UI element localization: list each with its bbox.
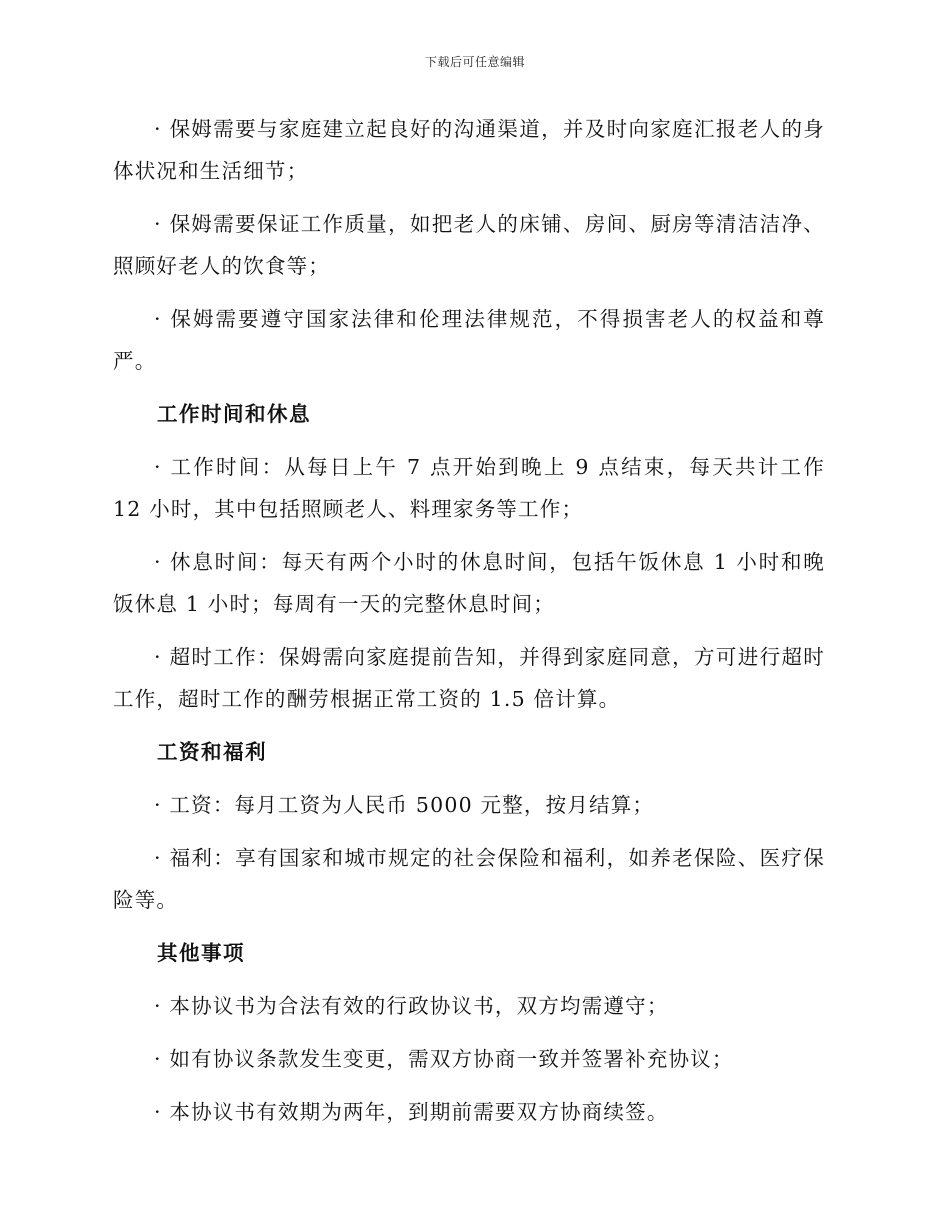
section-heading-other: 其他事项 (157, 941, 245, 965)
paragraph-law-compliance: · 保姆需要遵守国家法律和伦理法律规范，不得损害老人的权益和尊严。 (113, 307, 825, 373)
paragraph-agreement-validity: · 本协议书为合法有效的行政协议书，双方均需遵守； (154, 994, 669, 1018)
paragraph-work-time: · 工作时间：从每日上午 7 点开始到晚上 9 点结束，每天共计工作 12 小时，其中包括照顾老人、料理家务等工作； (113, 455, 825, 521)
paragraph-communication: · 保姆需要与家庭建立起良好的沟通渠道，并及时向家庭汇报老人的身体状况和生活细节； (113, 117, 825, 183)
section-heading-salary: 工资和福利 (157, 740, 267, 764)
paragraph-rest-time: · 休息时间：每天有两个小时的休息时间，包括午饭休息 1 小时和晚饭休息 1 小时；每周有一天的完整休息时间； (113, 550, 825, 616)
section-heading-work-hours: 工作时间和休息 (157, 402, 311, 426)
paragraph-salary: · 工资：每月工资为人民币 5000 元整，按月结算； (154, 793, 655, 817)
paragraph-benefits: · 福利：享有国家和城市规定的社会保险和福利，如养老保险、医疗保险等。 (113, 846, 825, 912)
paragraph-amendment: · 如有协议条款发生变更，需双方协商一致并签署补充协议； (154, 1047, 734, 1071)
page-header: 下载后可任意编辑 (424, 55, 525, 69)
paragraph-overtime: · 超时工作：保姆需向家庭提前告知，并得到家庭同意，方可进行超时工作，超时工作的酬劳根据正常工资的 1.5 倍计算。 (113, 645, 825, 711)
paragraph-term: · 本协议书有效期为两年，到期前需要双方协商续签。 (154, 1100, 669, 1124)
document-body (113, 108, 825, 1144)
paragraph-work-quality: · 保姆需要保证工作质量，如把老人的床铺、房间、厨房等清洁洁净、照顾好老人的饮食等； (113, 212, 825, 278)
